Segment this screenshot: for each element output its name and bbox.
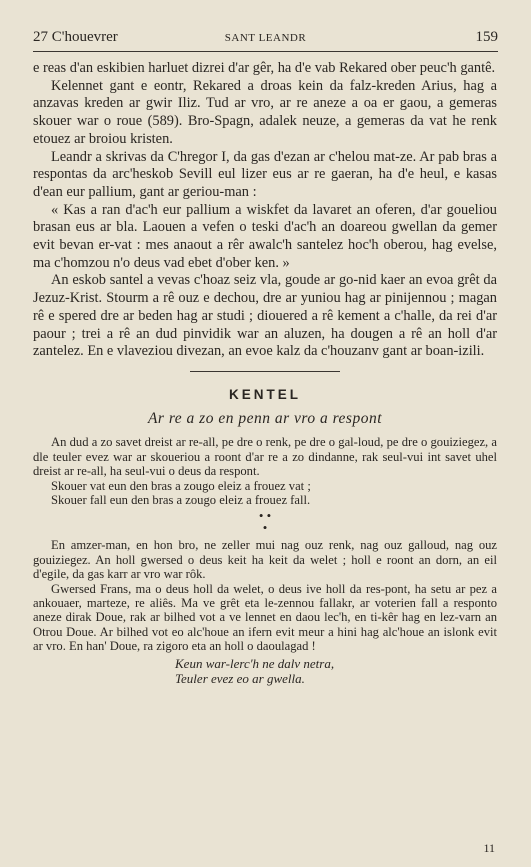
section-subtitle: Ar re a zo en penn ar vro a respont bbox=[147, 409, 383, 427]
section-divider bbox=[190, 371, 340, 372]
paragraph-1: e reas d'an eskibien harluet dizrei d'ar gêr, ha d'e vab Rekared ober peuc'h gantê. bbox=[33, 60, 496, 76]
paragraph-2: Kelennet gant e eontr, Rekared a droas kein da falz-kreden Arius, hag a anzavas kreden ar gwir Iliz. Tud ar vro, ar re aneze a oa er gaou, a gemeras skouer war o roue (589). Bro-Spagn, adalek neuze, a gemeras da vat he renk etouez ar broiou kristen. bbox=[33, 77, 497, 147]
paragraph-5: An eskob santel a vevas c'hoaz seiz vla, goude ar go-nid kaer an evoa grêt da Jezuz-Krist. Stourm a rê ouz e dechou, dre ar yuniou hag ar pinijennou ; magan rê e spered dre ar beden hag ar studi ; diouered a rê kement a c'halle, da rei d'ar paour ; trei a rê an dud pinvidik war an aluzen, ha dougen a rê an holl d'ar zantelez. En e vlaveziou divezan, an evoe kalz da c'houzanv gant ar boan-izili. bbox=[33, 272, 497, 360]
closing-quote bbox=[33, 656, 497, 686]
lesson-paragraph-3: Gwersed Frans, ma o deus holl da welet, o deus ive holl da res-pont, ha setu ar pez a ankouaer, marteze, re aliês. Ma ve grêt eta le-zennou fallakr, ar voterien fall a responto aneze dirak Doue, rak ar bilhed vot a ve lennet en daou lec'h, en ti-kêr hag en lez-varn an Otrou Doue. Ar bilhed vot eo alc'houe an ifern evit meur a hini hag alc'houe an islonk evit ar vro. En han' Doue, ra zigoro eta an holl o daoulagad ! bbox=[33, 581, 497, 654]
paragraph-4: « Kas a ran d'ac'h eur pallium a wiskfet da lavaret an oferen, d'ar goueliou brasan eus ar bla. Laouen a vefen o teski d'ac'h an doareou gwellan da gemer evit bevan er-vat : mes anaout a rêr awalc'h santelez hoc'h oberou, hag evelse, ma c'homzou n'o deus vad ebet d'ober ken. » bbox=[33, 201, 497, 271]
main-text bbox=[33, 60, 497, 686]
header-date: 27 C'houevrer bbox=[33, 29, 118, 45]
paragraph-3: Leandr a skrivas da C'hregor I, da gas d'ezan ar c'helou mat-ze. Ar pab bras a respontas da arc'heskob Sevill eul lizer eus ar re gaeran, ha d'e heul, e kasas d'ean eur pallium, gant ar geriou-man : bbox=[33, 148, 497, 200]
header-title: SANT LEANDR bbox=[224, 32, 307, 44]
running-header bbox=[33, 27, 498, 52]
closing-quote-line-2: Teuler evez eo ar gwella. bbox=[175, 670, 305, 686]
lesson-verse-2: Skouer fall eun den bras a zougo eleiz a frouez fall. bbox=[51, 492, 311, 507]
closing-quote-line-1: Keun war-lerc'h ne dalv netra, bbox=[175, 655, 335, 671]
lesson-paragraph-2: En amzer-man, en hon bro, ne zeller mui nag ouz renk, nag ouz galloud, nag ouz gouiziegez. An holl gwersed o deus keit ha keit da welet ; holl e roont an dorn, an eil d'egile, da gas karr ar vro war rôk. bbox=[33, 538, 497, 582]
lesson-paragraph-1: An dud a zo savet dreist ar re-all, pe dre o renk, pe dre o gal-loud, pe dre o gouiziegez, a dle teuler evez war ar skoueriou a roont d'ar re a zo dindanne, rak seul-vui int savet uhel dreist ar re-all, ha seul-vui o deus da respont. bbox=[33, 435, 497, 479]
lesson-verse-1: Skouer vat eun den bras a zougo eleiz a frouez vat ; bbox=[51, 478, 311, 493]
section-title: KENTEL bbox=[229, 386, 301, 402]
lesson-text bbox=[33, 435, 497, 685]
header-page-number: 159 bbox=[475, 29, 498, 45]
ornament-dots: • • • bbox=[258, 508, 272, 536]
footer-signature-number: 11 bbox=[483, 841, 495, 855]
